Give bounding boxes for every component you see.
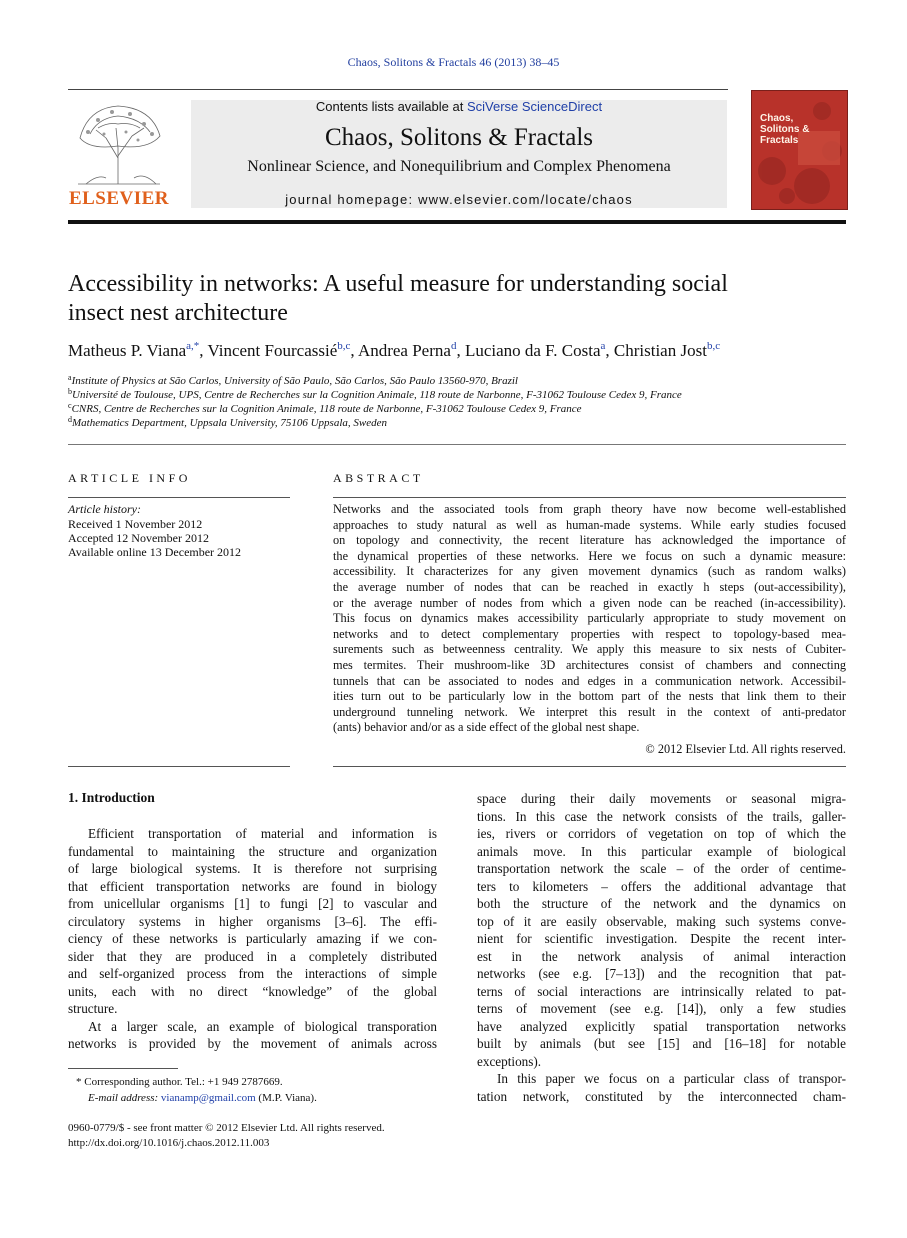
abstract-line: (ants) behavior and/or as a side effect of the global nest shape. bbox=[333, 720, 640, 735]
affiliation-text: CNRS, Centre de Recherches sur la Cognition Animale, 118 route de Narbonne, F-31062 Toulouse Cedex 9, France bbox=[71, 403, 582, 415]
article-info-heading: ARTICLE INFO bbox=[68, 471, 191, 485]
abstract-line: accessibility. It characterizes for any given movement dynamics (such as random walks) bbox=[333, 564, 846, 579]
abstract-rule bbox=[333, 497, 846, 498]
author-affiliation-mark[interactable]: b,c bbox=[706, 340, 721, 352]
body-line: At a larger scale, an example of biological transporation bbox=[88, 1018, 437, 1034]
elsevier-logo[interactable] bbox=[68, 98, 170, 210]
abstract-line: surements such as betweenness centrality. We apply this measure to six nests of Cubiter- bbox=[333, 642, 846, 657]
author-separator: , bbox=[350, 341, 358, 360]
abstract-bottom-rule bbox=[333, 766, 846, 767]
abstract-line: the average number of nodes that can be reached in exactly h steps (out-accessibility), bbox=[333, 579, 846, 594]
author-name: Vincent Fourcassié bbox=[207, 341, 338, 360]
abstract-line: tunnels that can be associated to nodes and edges in a communication network. Accessibil- bbox=[333, 673, 846, 688]
abstract-line: approaches to study natural as well as human-made systems. While early studies focused bbox=[333, 517, 846, 532]
affiliation-mark: d bbox=[68, 415, 72, 424]
affiliation-text: Université de Toulouse, UPS, Centre de Recherches sur la Cognition Animale, 118 route de Narbonne, F-31062 Toulouse Cedex 9, France bbox=[72, 389, 682, 401]
accepted-date: Accepted 12 November 2012 bbox=[68, 531, 209, 545]
body-line: terns of social interactions are intrinsically related to pat- bbox=[477, 983, 846, 999]
author-name: Andrea Perna bbox=[357, 341, 451, 360]
abstract-line: ities turn out to be particularly low in the bottom part of the nests that link them to their bbox=[333, 689, 846, 704]
affiliation bbox=[68, 401, 848, 415]
copyright-notice: © 2012 Elsevier Ltd. All rights reserved. bbox=[645, 742, 846, 756]
abstract-line: Networks and the associated tools from graph theory have now become well-established bbox=[333, 502, 846, 516]
email-label: E-mail address: bbox=[88, 1092, 161, 1104]
author-separator: , bbox=[605, 341, 614, 360]
body-line: ters to kilometers – offers the additional advantage that bbox=[477, 878, 846, 894]
homepage-prefix: journal homepage: bbox=[285, 192, 419, 207]
corresponding-author-note: * Corresponding author. Tel.: +1 949 2787669. bbox=[76, 1076, 283, 1088]
abstract-line: underground tunneling network. We interpret this result in the context of anti-predator bbox=[333, 704, 846, 719]
doi-link[interactable]: http://dx.doi.org/10.1016/j.chaos.2012.11.003 bbox=[68, 1137, 270, 1149]
email-link[interactable]: vianamp@gmail.com bbox=[160, 1092, 256, 1104]
body-line: est in the network analysis of animal interaction bbox=[477, 948, 846, 964]
author-affiliation-mark[interactable]: a,* bbox=[186, 340, 200, 352]
issn-line: 0960-0779/$ - see front matter © 2012 Elsevier Ltd. All rights reserved. bbox=[68, 1122, 385, 1134]
author-list bbox=[68, 340, 858, 361]
body-line: exceptions). bbox=[477, 1053, 542, 1069]
elsevier-wordmark: ELSEVIER bbox=[68, 188, 170, 209]
body-line: fundamental to maintaining the structure and organization bbox=[68, 843, 437, 859]
body-line: tation network, constituted by the interconnected cham- bbox=[477, 1088, 846, 1104]
body-line: top of it are easily observable, making such systems conve- bbox=[477, 913, 846, 929]
footnote-rule bbox=[68, 1068, 178, 1069]
tree-logo-icon bbox=[68, 98, 170, 186]
author-name: Christian Jost bbox=[613, 341, 707, 360]
abstract-line: This focus on dynamics makes accessibility particularly appropriate to study movement on bbox=[333, 611, 846, 626]
author-separator: , bbox=[456, 341, 465, 360]
body-line: terns of movement (see e.g. [14]), only a few studies bbox=[477, 1001, 846, 1016]
intro-left-column bbox=[68, 825, 437, 1053]
affiliation-rule bbox=[68, 444, 846, 445]
header-thick-rule bbox=[68, 220, 846, 224]
author-separator: , bbox=[199, 341, 208, 360]
journal-title: Chaos, Solitons & Fractals bbox=[324, 124, 594, 151]
affiliation-mark: b bbox=[68, 387, 72, 396]
email-suffix: (M.P. Viana). bbox=[255, 1092, 317, 1104]
body-line: sider that they are produced in a completely distributed bbox=[68, 948, 437, 964]
journal-citation: Chaos, Solitons & Fractals 46 (2013) 38–45 bbox=[347, 55, 560, 69]
journal-homepage bbox=[191, 192, 727, 207]
cover-texture-icon bbox=[752, 91, 847, 209]
affiliation-mark: c bbox=[68, 401, 72, 410]
article-info-rule bbox=[68, 497, 290, 498]
abstract-line: the dynamical properties of these networks. Here we focus on such a dynamic measure: bbox=[333, 548, 846, 563]
article-info-bottom-rule bbox=[68, 766, 290, 767]
body-line: In this paper we focus on a particular class of transpor- bbox=[497, 1071, 846, 1086]
body-line: space during their daily movements or seasonal migra- bbox=[477, 791, 846, 806]
body-line: transportation network the scale – of the order of centime- bbox=[477, 861, 846, 876]
affiliation-text: Mathematics Department, Uppsala University, 75106 Uppsala, Sweden bbox=[72, 417, 387, 429]
abstract-line: on topology and connectivity, the recent literature has acknowledged the importance of bbox=[333, 533, 846, 548]
article-title bbox=[68, 270, 848, 328]
affiliation-text: Institute of Physics at São Carlos, University of São Paulo, São Carlos, São Paulo 13560-970, Brazil bbox=[71, 375, 518, 387]
affiliation-mark: a bbox=[68, 373, 72, 382]
body-line: units, each with no direct “knowledge” of the global bbox=[68, 983, 437, 999]
article-history-label: Article history: bbox=[68, 502, 141, 516]
article-title-line: Accessibility in networks: A useful measure for understanding social bbox=[68, 271, 728, 297]
author-affiliation-mark[interactable]: a bbox=[600, 340, 606, 352]
abstract-line: or the average number of nodes from which a given node can be reached (in-accessibility). bbox=[333, 595, 846, 610]
body-line: built by animals (but see [15] and [16–18] for notable bbox=[477, 1036, 846, 1051]
body-line: tions. In this case the network consists of the trails, galler- bbox=[477, 808, 846, 824]
author-name: Matheus P. Viana bbox=[68, 341, 187, 360]
body-line: that efficient transportation networks are found in biology bbox=[68, 878, 437, 894]
body-line: networks is provided by the movement of animals across bbox=[68, 1036, 437, 1051]
body-line: from unicellular organisms [1] to fungi [2] to vascular and bbox=[68, 896, 437, 911]
body-line: circulatory systems in higher organisms [3–6]. The effi- bbox=[68, 913, 437, 929]
body-line: animals move. In this particular example of biological bbox=[477, 843, 846, 859]
cover-title: Chaos, Solitons & Fractals bbox=[760, 113, 810, 146]
body-line: and self-organized process from the interactions of simple bbox=[68, 966, 437, 981]
body-line: ies, rivers or corridors of vegetation on top of which the bbox=[477, 826, 846, 841]
body-line: of large biological systems. It is therefore not surprising bbox=[68, 861, 437, 876]
abstract-line: mes termites. Their mushroom-like 3D architectures consist of chambers and connecting bbox=[333, 657, 846, 672]
abstract-line: networks and to detect complementary properties with respect to topology-based mea- bbox=[333, 626, 846, 641]
body-line: networks (see e.g. [7–13]) and the recognition that pat- bbox=[477, 966, 846, 981]
header-rule bbox=[68, 89, 728, 90]
contents-line bbox=[191, 99, 727, 114]
journal-cover-image[interactable] bbox=[751, 90, 848, 210]
abstract-heading: ABSTRACT bbox=[333, 471, 424, 485]
body-line: Efficient transportation of material and information is bbox=[88, 826, 437, 841]
article-title-line: insect nest architecture bbox=[68, 300, 288, 326]
author-affiliation-mark[interactable]: b,c bbox=[337, 340, 351, 352]
section-heading-introduction: 1. Introduction bbox=[68, 790, 155, 805]
author-affiliation-mark[interactable]: d bbox=[450, 340, 457, 352]
contents-prefix: Contents lists available at bbox=[315, 99, 467, 114]
body-line: both the structure of the network and the dynamics on bbox=[477, 896, 846, 911]
journal-subtitle: Nonlinear Science, and Nonequilibrium and Complex Phenomena bbox=[247, 158, 671, 175]
body-line: nient for scientific investigation. Despite the recent inter- bbox=[477, 931, 846, 946]
online-date: Available online 13 December 2012 bbox=[68, 545, 242, 559]
affiliation bbox=[68, 373, 848, 387]
affiliation bbox=[68, 387, 848, 401]
author-name: Luciano da F. Costa bbox=[464, 341, 601, 360]
received-date: Received 1 November 2012 bbox=[68, 517, 203, 531]
sciencedirect-link[interactable]: SciVerse ScienceDirect bbox=[466, 99, 603, 114]
intro-right-column bbox=[477, 790, 846, 1105]
body-line: ciency of these networks is particularly amazing if we con- bbox=[68, 931, 437, 946]
email-note bbox=[88, 1092, 317, 1104]
abstract-text bbox=[333, 502, 846, 736]
affiliation bbox=[68, 415, 848, 429]
body-line: have analyzed explicitly spatial transportation networks bbox=[477, 1018, 846, 1034]
body-line: structure. bbox=[68, 1001, 118, 1016]
homepage-link[interactable]: www.elsevier.com/locate/chaos bbox=[418, 192, 633, 207]
